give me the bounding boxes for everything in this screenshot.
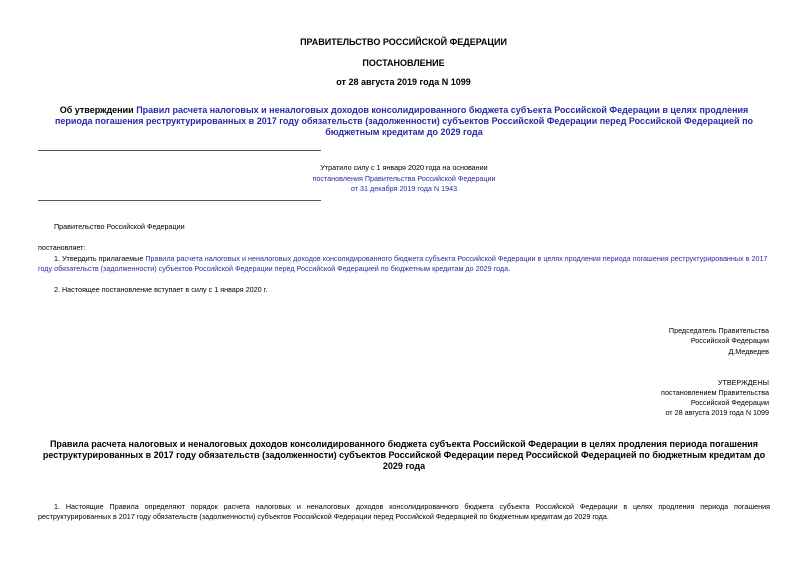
repeal-notice-link-line3[interactable]: от 31 декабря 2019 года N 1943 <box>350 184 458 193</box>
approved-line1: УТВЕРЖДЕНЫ <box>717 378 769 387</box>
doc-authority: ПРАВИТЕЛЬСТВО РОССИЙСКОЙ ФЕДЕРАЦИИ <box>300 37 507 47</box>
doc-date-number: от 28 августа 2019 года N 1099 <box>336 77 471 87</box>
repeal-notice-link-line2[interactable]: постановления Правительства Российской Федерации <box>312 174 496 183</box>
signature-name: Д.Медведев <box>728 347 769 356</box>
government-label: Правительство Российской Федерации <box>54 222 185 231</box>
repeal-notice-line1: Утратило силу с 1 января 2020 года на основании <box>320 163 488 172</box>
decree-item-1-suffix: . <box>508 264 511 273</box>
separator-bottom <box>38 200 321 201</box>
decrees-label: постановляет: <box>38 243 86 252</box>
decree-item-1-prefix: 1. Утвердить прилагаемые <box>54 254 146 263</box>
decree-item-1 <box>38 254 770 274</box>
doc-title-prefix: Об утверждении <box>59 105 137 115</box>
doc-title <box>40 105 768 138</box>
approved-line4: от 28 августа 2019 года N 1099 <box>665 408 769 417</box>
rules-title: Правила расчета налоговых и неналоговых доходов консолидированного бюджета субъекта Российской Федерации в целях продления периода погашения реструктурированных в 2017 году обязательств (задолженности) субъектов Российской Федерации перед Российской Федерацией по бюджетным кредитам до 2029 года <box>42 439 766 471</box>
doc-type: ПОСТАНОВЛЕНИЕ <box>362 58 445 68</box>
signature-line2: Российской Федерации <box>690 336 769 345</box>
approved-line2: постановлением Правительства <box>661 388 769 397</box>
decree-item-2: 2. Настоящее постановление вступает в силу с 1 января 2020 г. <box>54 285 268 294</box>
decree-item-1-link[interactable]: Правила расчета налоговых и неналоговых доходов консолидированного бюджета субъекта Российской Федерации в целях продления периода погашения реструктурированных в 2017 году обязательств (задолженности) субъектов Российской Федерации перед Российской Федерацией по бюджетным кредитам до 2029 года <box>38 254 768 273</box>
signature-line1: Председатель Правительства <box>668 326 769 335</box>
rules-paragraph-1: 1. Настоящие Правила определяют порядок расчета налоговых и неналоговых доходов консолидированного бюджета субъекта Российской Федерации в целях продления периода погашения реструктурированных в 2017 году обязательств (задолженности) субъектов Российской Федерации перед Российской Федерацией по бюджетным кредитам до 2029 года. <box>38 502 770 521</box>
doc-title-link[interactable]: Правил расчета налоговых и неналоговых доходов консолидированного бюджета субъекта Российской Федерации в целях продления периода погашения реструктурированных в 2017 году обязательств (задолженности) субъектов Российской Федерации перед Российской Федерацией по бюджетным кредитам до 2029 года <box>54 105 754 137</box>
approved-line3: Российской Федерации <box>690 398 769 407</box>
separator-top <box>38 150 321 151</box>
